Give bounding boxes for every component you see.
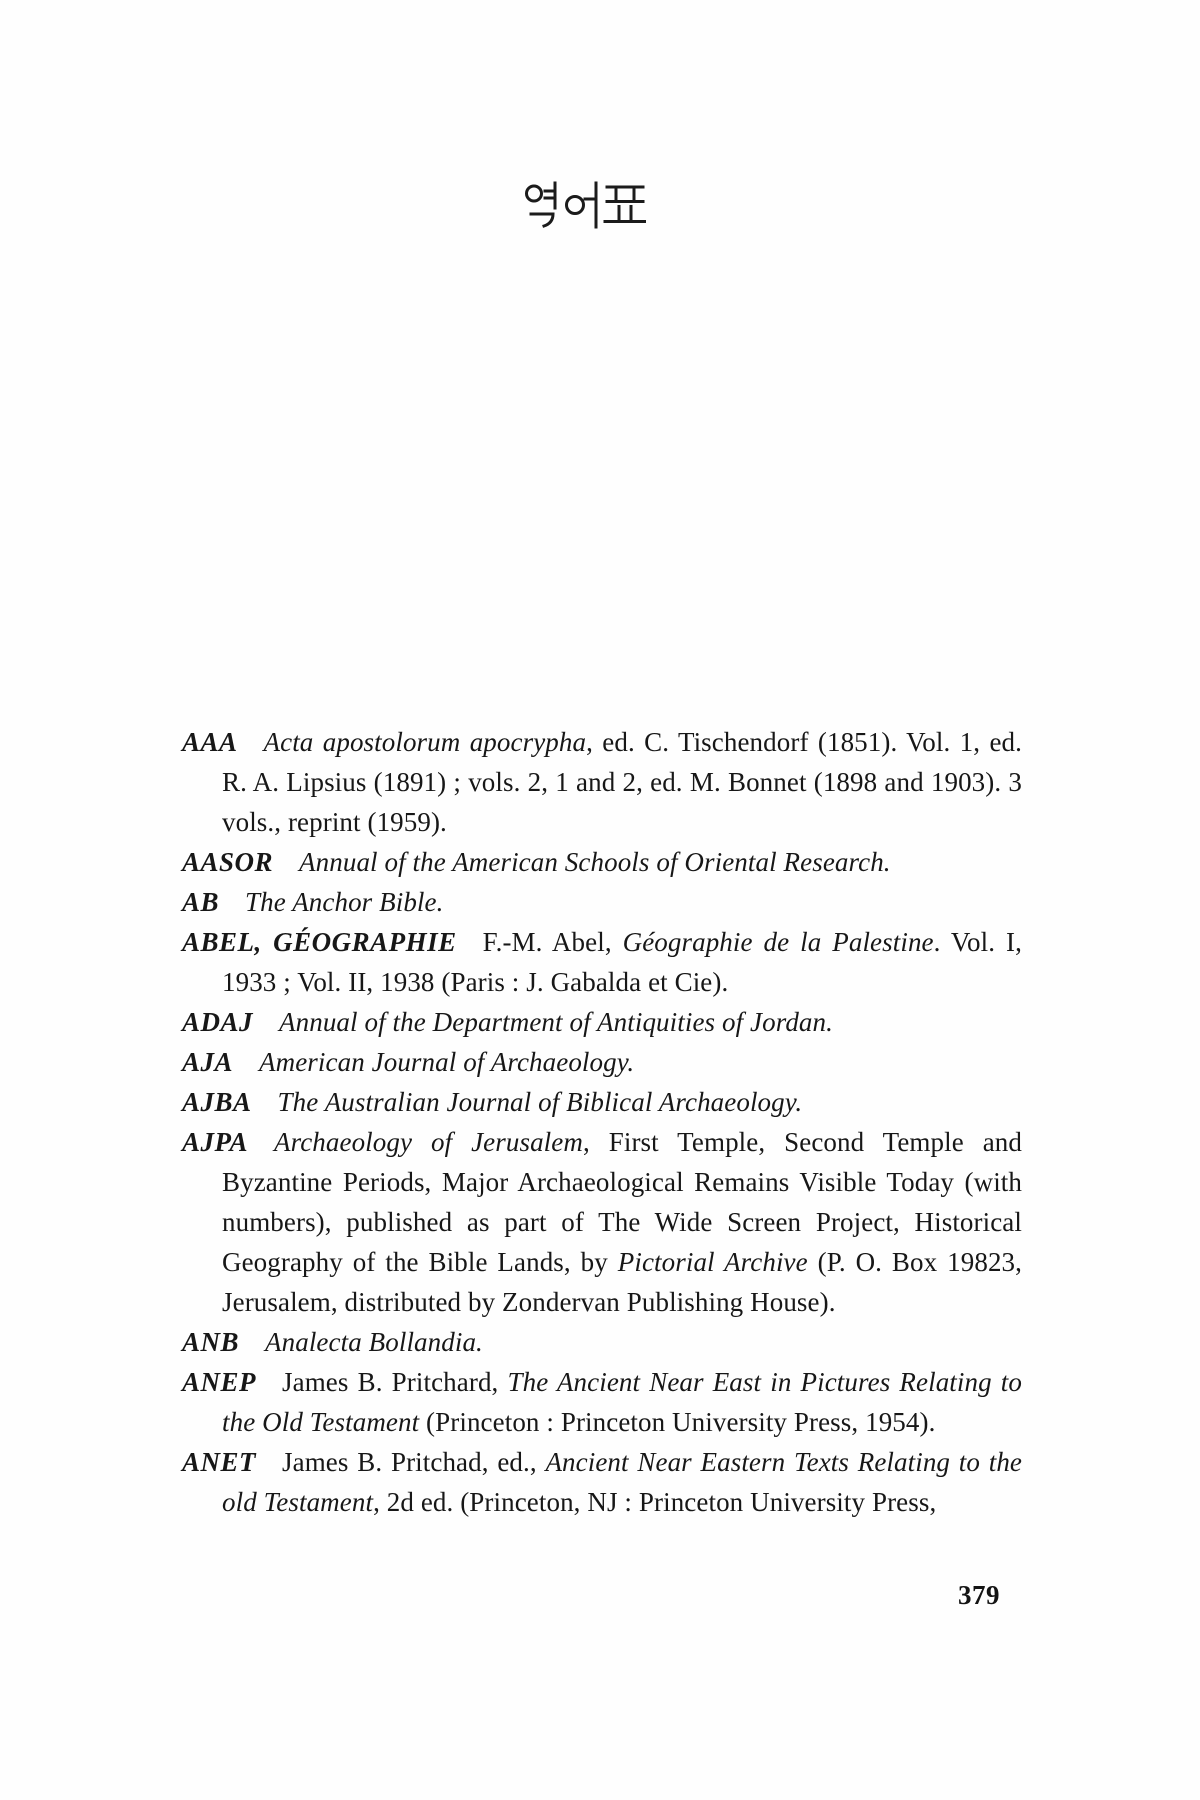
definition-text: James B. Pritchard,	[282, 1367, 508, 1397]
abbreviation-entry	[182, 1442, 1022, 1522]
abbreviation-entry	[182, 882, 1022, 922]
definition-italic-text: Annual of the American Schools of Oriental Research.	[299, 847, 891, 877]
korean-title-glyphs	[524, 181, 646, 229]
entry-definition	[222, 1127, 1022, 1317]
entry-definition	[222, 1447, 1022, 1517]
entry-abbreviation: ANEP	[182, 1367, 257, 1397]
entry-abbreviation: ANET	[182, 1447, 257, 1477]
definition-italic-text: The Anchor Bible.	[245, 887, 444, 917]
definition-italic-text: Archaeology of Jerusalem	[274, 1127, 583, 1157]
entry-definition	[259, 1047, 634, 1077]
entry-definition	[279, 1007, 833, 1037]
entry-abbreviation: ANB	[182, 1327, 240, 1357]
entry-abbreviation: AJBA	[182, 1087, 252, 1117]
definition-text: F.-M. Abel,	[482, 927, 623, 957]
entry-abbreviation: AAA	[182, 727, 238, 757]
page-number: 379	[958, 1580, 1000, 1610]
abbreviation-entry	[182, 922, 1022, 1002]
entry-abbreviation: AB	[182, 887, 220, 917]
definition-text: . Vol. I, 1933 ; Vol. II, 1938 (Paris : J. Gabalda et Cie).	[222, 927, 1022, 997]
definition-italic-text: The Australian Journal of Biblical Archaeology.	[277, 1087, 803, 1117]
definition-italic-text: Ancient Near Eastern Texts Relating to the old Testament	[222, 1447, 1022, 1517]
entry-abbreviation: ABEL, GÉOGRAPHIE	[182, 927, 457, 957]
definition-text: (P. O. Box 19823, Jerusalem, distributed by Zondervan Publishing House).	[222, 1247, 1022, 1317]
entry-definition	[245, 887, 443, 917]
entry-definition	[222, 1367, 1022, 1437]
definition-italic-text: Analecta Bollandia.	[265, 1327, 483, 1357]
abbreviation-list	[182, 722, 1022, 1522]
definition-italic-text: Acta apostolorum apocrypha	[263, 727, 587, 757]
abbreviation-entry	[182, 842, 1022, 882]
entry-definition	[265, 1327, 483, 1357]
definition-italic-text: American Journal of Archaeology.	[259, 1047, 635, 1077]
definition-text: , First Temple, Second Temple and Byzantine Periods, Major Archaeological Remains Visible Today (with numbers), published as part of The Wide Screen Project, Historical Geography of the Bible Lands, by	[222, 1127, 1022, 1277]
definition-text: , ed. C. Tischendorf (1851). Vol. 1, ed. R. A. Lipsius (1891) ; vols. 2, 1 and 2, ed. M. Bonnet (1898 and 1903). 3 vols., reprint (1959).	[222, 727, 1022, 837]
entry-abbreviation: AASOR	[182, 847, 274, 877]
abbreviation-entry	[182, 1002, 1022, 1042]
entry-definition	[222, 727, 1022, 837]
definition-text: (Princeton : Princeton University Press, 1954).	[419, 1407, 936, 1437]
entry-abbreviation: AJPA	[182, 1127, 249, 1157]
abbreviation-entry	[182, 1122, 1022, 1322]
definition-italic-text: Pictorial Archive	[617, 1247, 808, 1277]
entry-definition	[299, 847, 891, 877]
entry-abbreviation: AJA	[182, 1047, 234, 1077]
definition-italic-text: The Ancient Near East in Pictures Relating to the Old Testament	[222, 1367, 1023, 1437]
abbreviation-entry	[182, 1362, 1022, 1442]
page-title	[524, 181, 646, 229]
entry-definition	[278, 1087, 803, 1117]
definition-italic-text: Géographie de la Palestine	[622, 927, 934, 957]
abbreviation-entry	[182, 722, 1022, 842]
definition-text: James B. Pritchad, ed.,	[282, 1447, 546, 1477]
definition-text: , 2d ed. (Princeton, NJ : Princeton University Press,	[373, 1487, 937, 1517]
definition-italic-text: Annual of the Department of Antiquities of Jordan.	[279, 1007, 833, 1037]
abbreviation-entry	[182, 1082, 1022, 1122]
entry-abbreviation: ADAJ	[182, 1007, 254, 1037]
abbreviation-entry	[182, 1322, 1022, 1362]
abbreviation-entry	[182, 1042, 1022, 1082]
